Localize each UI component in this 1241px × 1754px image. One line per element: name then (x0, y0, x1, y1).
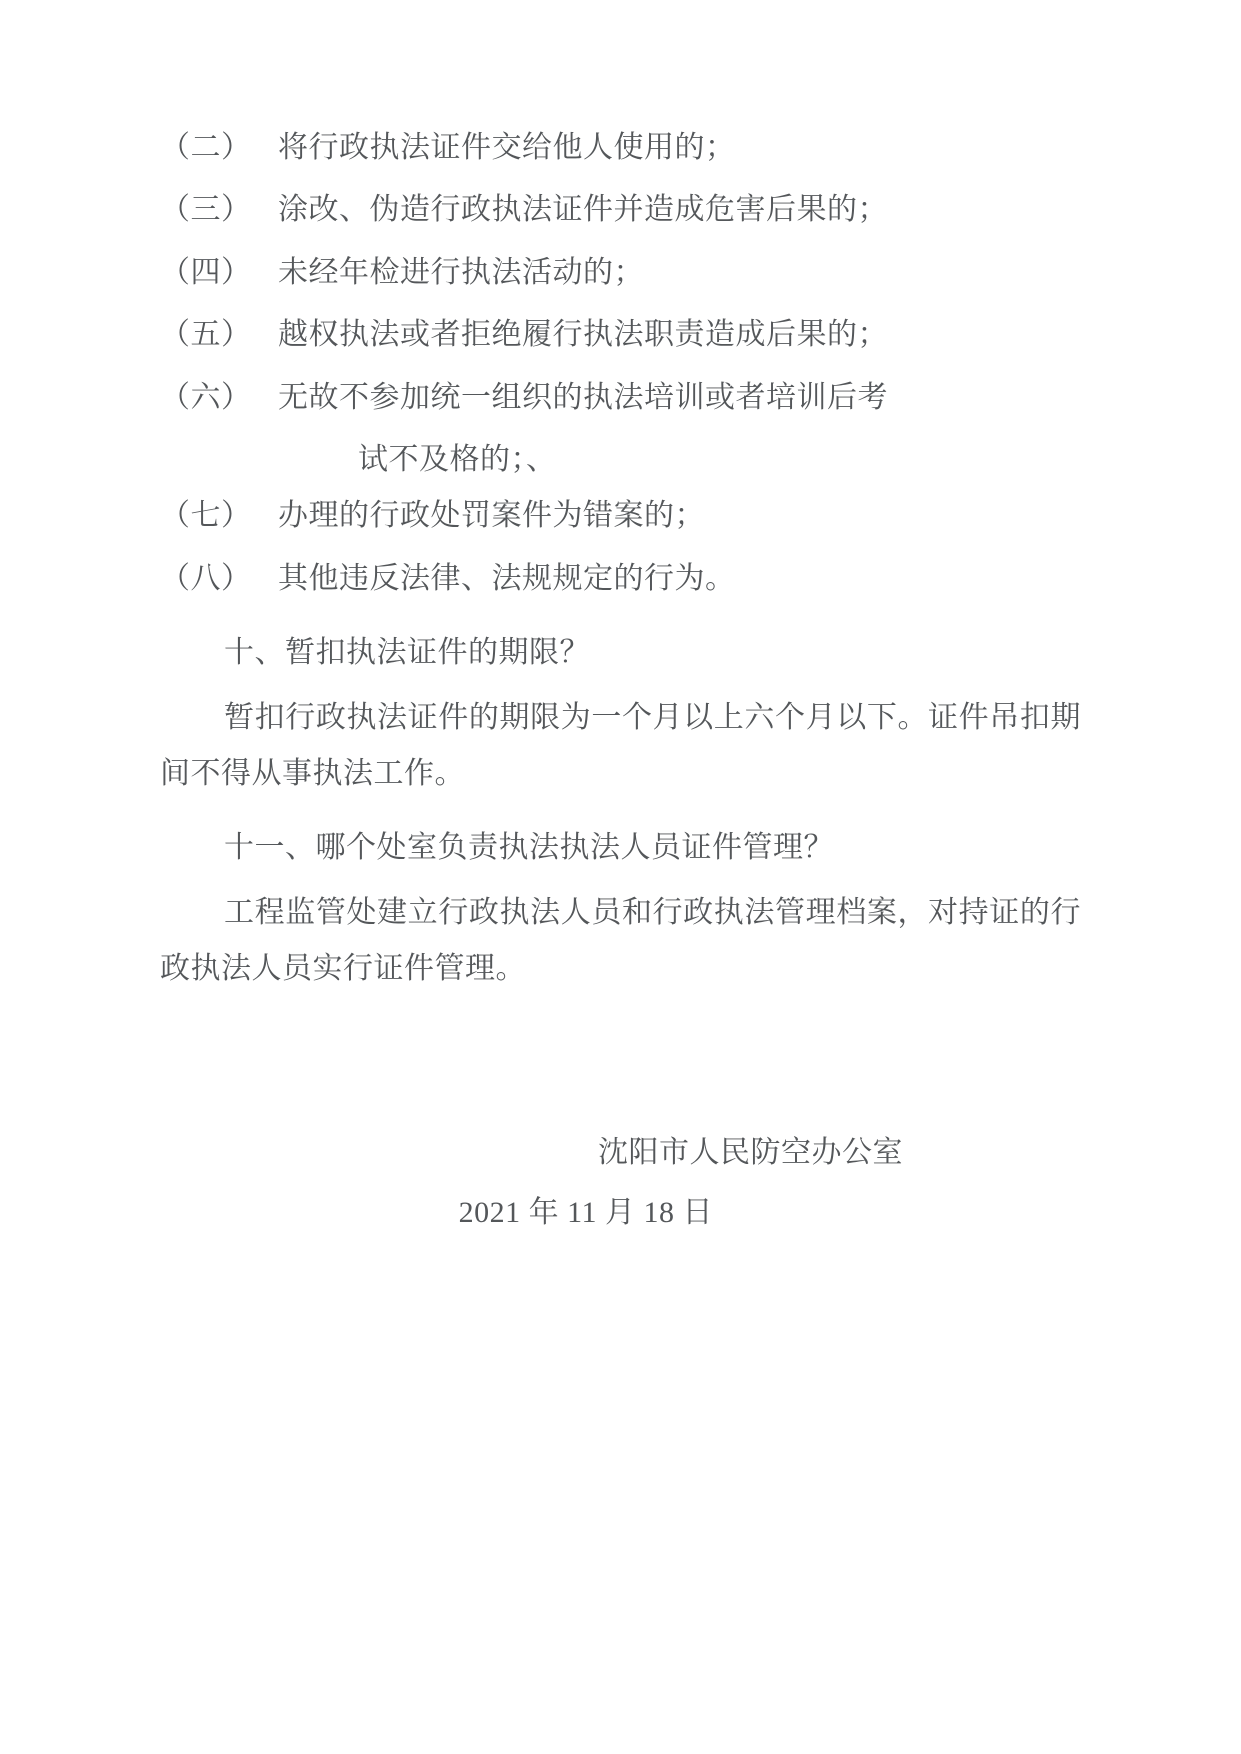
list-item (160, 182, 1081, 238)
list-item-text: 涂改、伪造行政执法证件并造成危害后果的； (278, 193, 888, 227)
list-item-marker: （六） (160, 380, 252, 414)
list-item-text: 未经年检进行执法活动的； (278, 255, 644, 289)
list-item-marker: （五） (160, 318, 252, 352)
list-item-text: 办理的行政处罚案件为错案的； (278, 499, 705, 533)
list-item (160, 551, 1081, 607)
spacer (160, 1005, 1081, 1123)
list-item (160, 488, 1081, 544)
signature-organization: 沈阳市人民防空办公室 (598, 1136, 903, 1170)
list-item (160, 370, 1081, 426)
list-item-marker: （七） (160, 499, 252, 533)
list-item-text: 将行政执法证件交给他人使用的； (278, 131, 736, 164)
list-item-marker: （三） (160, 193, 252, 227)
list-item-text: 其他违反法律、法规规定的行为。 (278, 561, 736, 595)
section-ten-question: 十、暂扣执法证件的期限？ (224, 636, 590, 670)
list-item-text: 无故不参加统一组织的执法培训或者培训后考 (278, 380, 888, 414)
list-item-marker: （八） (160, 561, 252, 595)
list-item-marker: （四） (160, 255, 252, 289)
document-body (160, 120, 1081, 1243)
section-eleven-question: 十一、哪个处室负责执法执法人员证件管理？ (224, 831, 834, 865)
list-item-text: 越权执法或者拒绝履行执法职责造成后果的； (278, 318, 888, 352)
section-eleven-answer: 工程监管处建立行政执法人员和行政执法管理档案，对持证的行政执法人员实行证件管理。 (160, 895, 1081, 986)
list-item (160, 307, 1081, 363)
list-item-marker: （二） (160, 131, 252, 164)
section-ten-answer: 暂扣行政执法证件的期限为一个月以上六个月以下。证件吊扣期间不得从事执法工作。 (160, 700, 1081, 790)
list-item (160, 245, 1081, 301)
signature-block (160, 1123, 1081, 1243)
signature-date: 2021 年 11 月 18 日 (458, 1196, 713, 1230)
list-item-continuation: 试不及格的；、 (358, 442, 557, 476)
list-item (160, 120, 1081, 176)
